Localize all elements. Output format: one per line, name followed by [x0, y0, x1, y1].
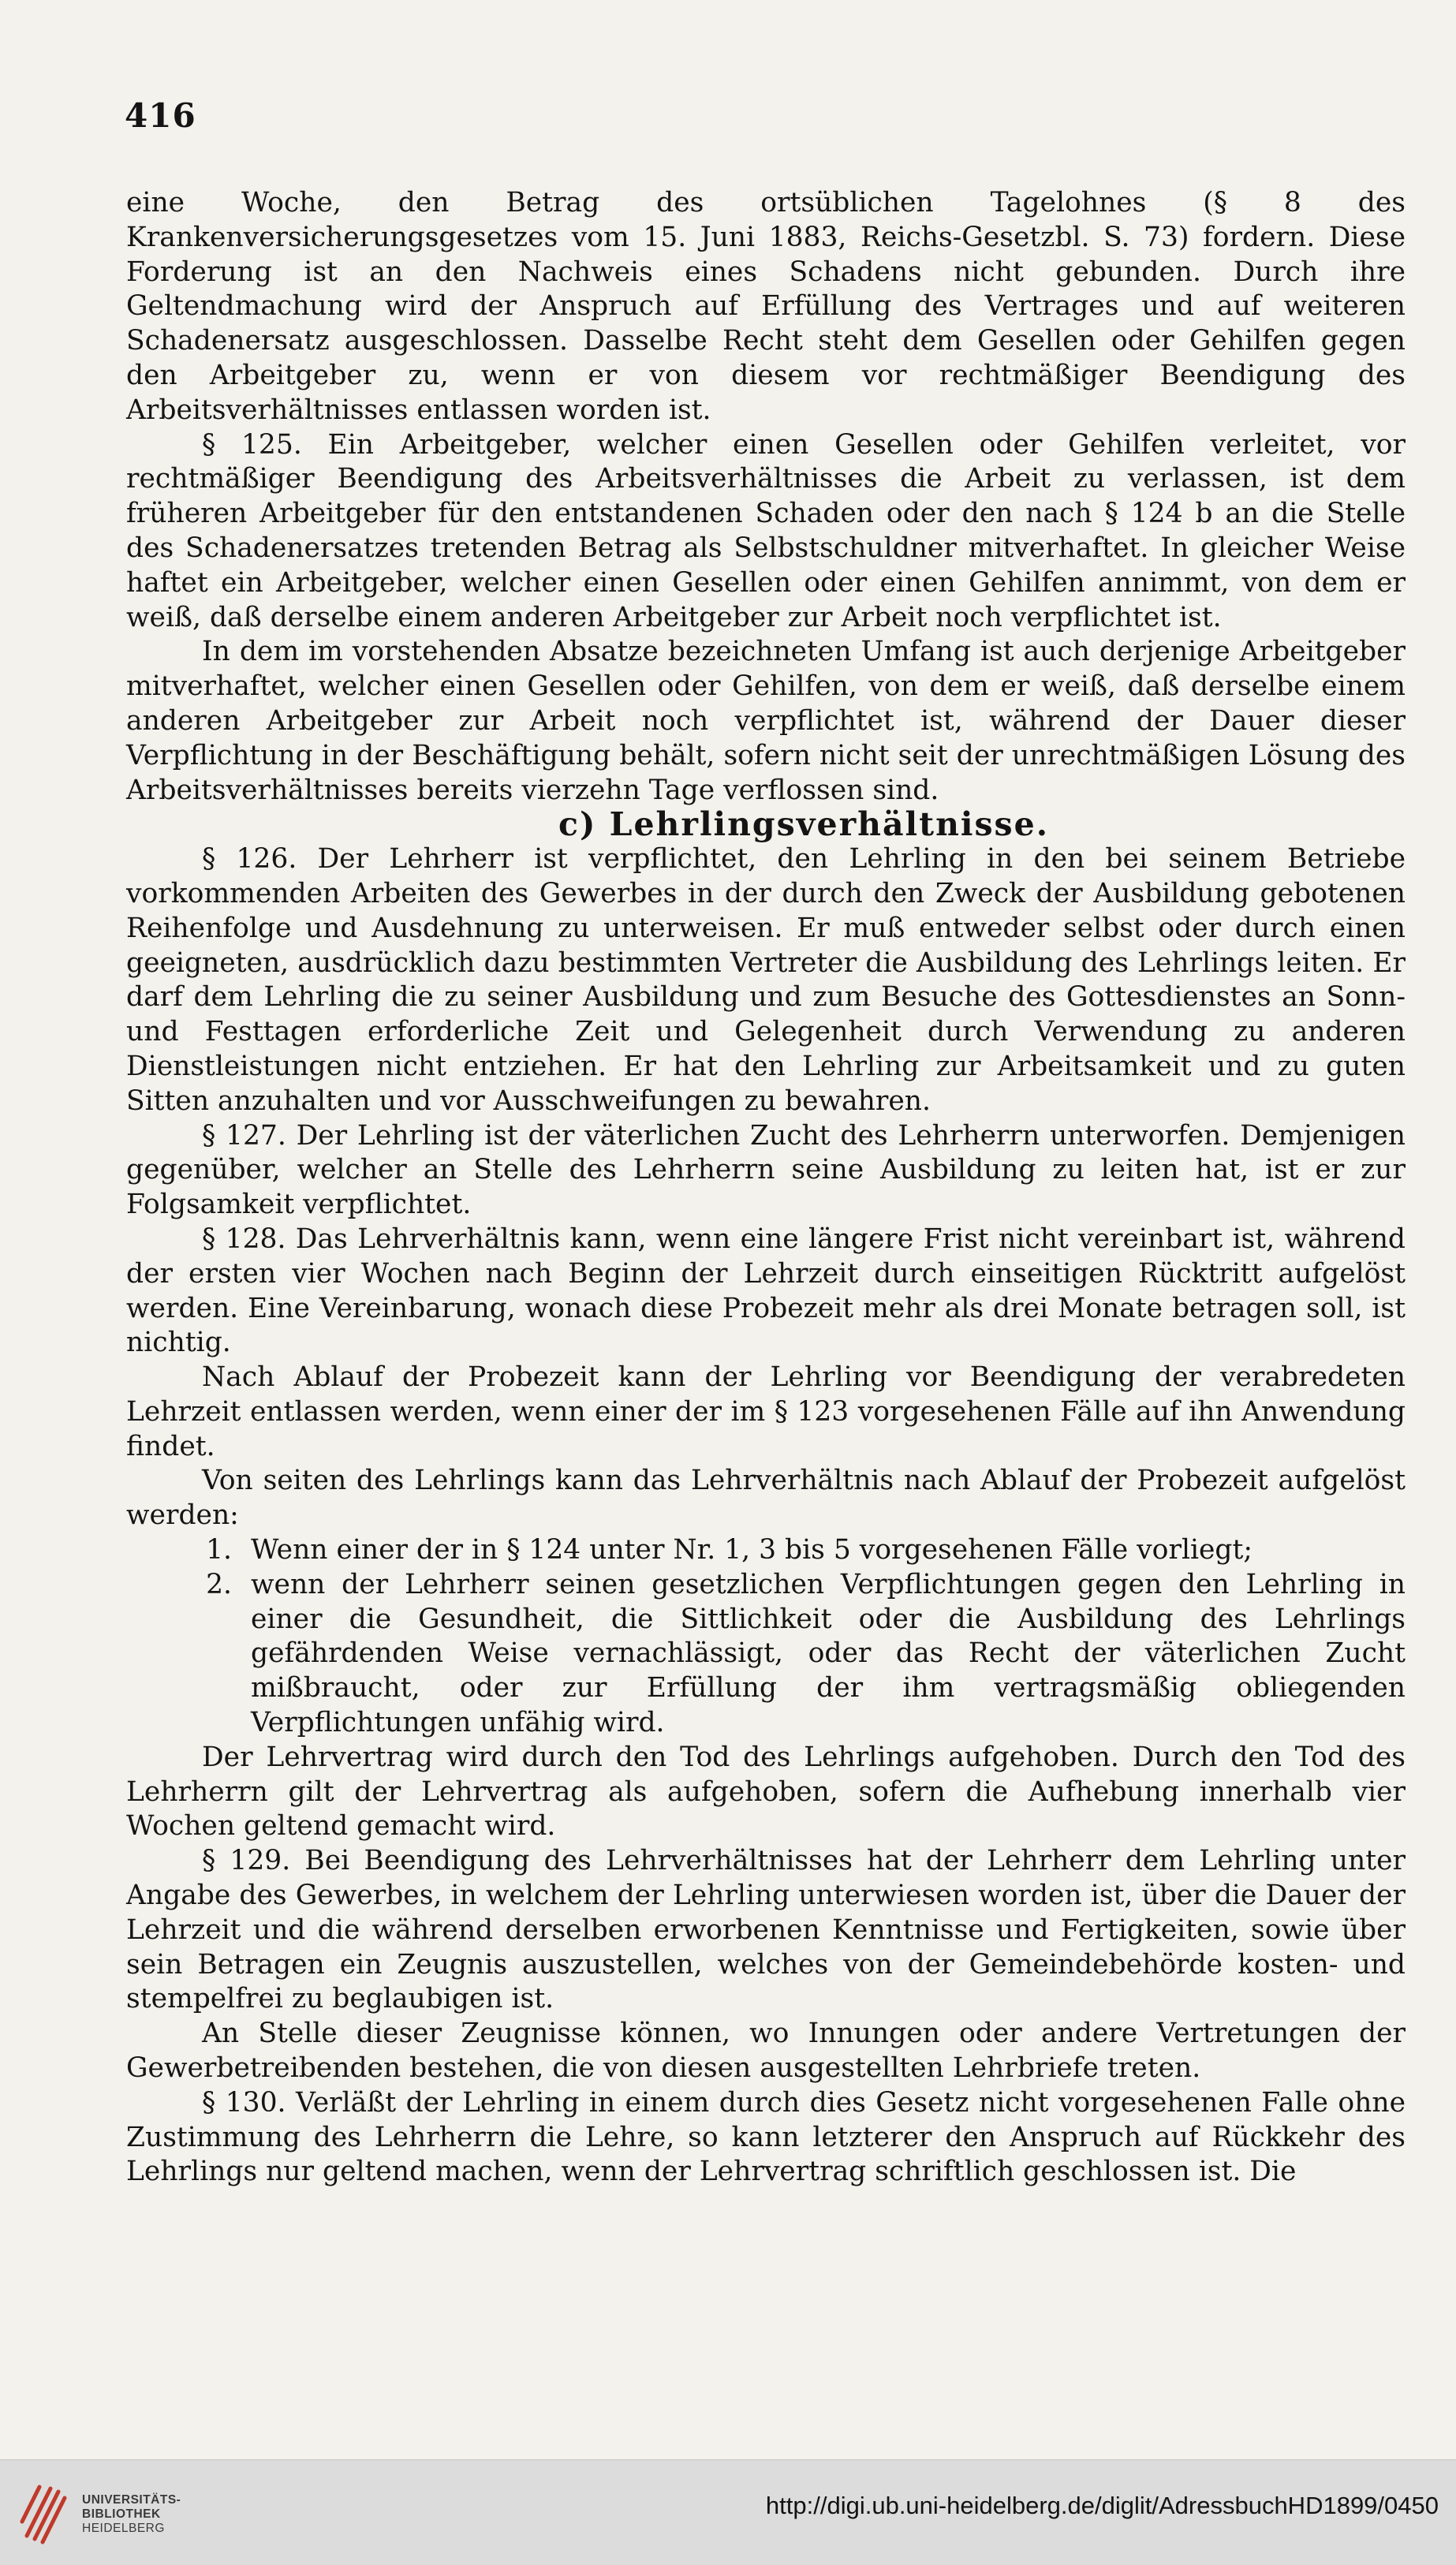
source-url-link[interactable]: http://digi.ub.uni-heidelberg.de/diglit/AdressbuchHD1899/0450	[765, 2492, 1439, 2519]
paragraph: Von seiten des Lehrlings kann das Lehrverhältnis nach Ablauf der Probezeit aufgelöst werden:	[126, 1465, 1406, 1532]
paragraph: eine Woche, den Betrag des ortsüblichen Tagelohnes (§ 8 des Krankenversicherungsgesetzes vom 15. Juni 1883, Reichs-Gesetzbl. S. 73) fordern. Diese Forderung ist an den Nachweis eines Schadens nicht gebunden. Durch ihre Geltendmachung wird der Anspruch auf Erfüllung des Vertrages und auf weiteren Schadenersatz ausgeschlossen. Dasselbe Recht steht dem Gesellen oder Gehilfen gegen den Arbeitgeber zu, wenn er von diesem vor rechtmäßiger Beendigung des Arbeitsverhältnisses entlassen worden ist.	[126, 187, 1406, 426]
paragraph: § 125. Ein Arbeitgeber, welcher einen Gesellen oder Gehilfen verleitet, vor rechtmäßiger Beendigung des Arbeitsverhältnisses die Arbeit zu verlassen, ist dem früheren Arbeitgeber für den entstandenen Schaden oder den nach § 124 b an die Stelle des Schadenersatzes tretenden Betrag als Selbstschuldner mitverhaftet. In gleicher Weise haftet ein Arbeitgeber, welcher einen Gesellen oder einen Gehilfen annimmt, von dem er weiß, daß derselbe einem anderen Arbeitgeber zur Arbeit noch verpflichtet ist.	[126, 428, 1406, 633]
library-name-line: BIBLIOTHEK	[82, 2507, 161, 2521]
library-name-line: HEIDELBERG	[82, 2522, 165, 2535]
list-item-text: wenn der Lehrherr seinen gesetzlichen Verpflichtungen gegen den Lehrling in einer die Gesundheit, die Sittlichkeit oder die Ausbildung des Lehrlings gefährdenden Weise vernachlässigt, oder das Recht der väterlichen Zucht mißbraucht, oder zur Erfüllung der ihm vertragsmäßig obliegenden Verpflichtungen unfähig wird.	[251, 1568, 1406, 1739]
list-item	[126, 1533, 1406, 1568]
paragraph: § 129. Bei Beendigung des Lehrverhältnisses hat der Lehrherr dem Lehrling unter Angabe des Gewerbes, in welchem der Lehrling unterwiesen worden ist, über die Dauer der Lehrzeit und die während derselben erworbenen Kenntnisse und Fertigkeiten, sowie über sein Betragen ein Zeugnis auszustellen, welches von der Gemeindebehörde kosten- und stempelfrei zu beglaubigen ist.	[126, 1845, 1406, 2015]
list-item-number: 1.	[206, 1534, 232, 1566]
paragraph: Nach Ablauf der Probezeit kann der Lehrling vor Beendigung der verabredeten Lehrzeit entlassen werden, wenn einer der im § 123 vorgesehenen Fälle auf ihn Anwendung findet.	[126, 1361, 1406, 1462]
digitization-footer	[0, 2459, 1456, 2565]
paragraph: § 126. Der Lehrherr ist verpflichtet, den Lehrling in den bei seinem Betriebe vorkommenden Arbeiten des Gewerbes in der durch den Zweck der Ausbildung gebotenen Reihenfolge und Ausdehnung zu unterweisen. Er muß entweder selbst oder durch einen geeigneten, ausdrücklich dazu bestimmten Vertreter die Ausbildung des Lehrlings leiten. Er darf dem Lehrling die zu seiner Ausbildung und zum Besuche des Gottesdienstes an Sonn- und Festtagen erforderliche Zeit und Gelegenheit durch Verwendung zu anderen Dienstleistungen nicht entziehen. Er hat den Lehrling zur Arbeitsamkeit und zu guten Sitten anzuhalten und vor Ausschweifungen zu bewahren.	[126, 843, 1406, 1117]
page-number: 416	[125, 96, 196, 135]
list-item	[126, 1568, 1406, 1741]
page-text	[126, 186, 1406, 2190]
paragraph: § 130. Verläßt der Lehrling in einem durch dies Gesetz nicht vorgesehenen Falle ohne Zustimmung des Lehrherrn die Lehre, so kann letzterer den Anspruch auf Rückkehr des Lehrlings nur geltend machen, wenn der Lehrvertrag schriftlich geschlossen ist. Die	[126, 2086, 1406, 2188]
paragraph: § 127. Der Lehrling ist der väterlichen Zucht des Lehrherrn unterworfen. Demjenigen gegenüber, welcher an Stelle des Lehrherrn seine Ausbildung zu leiten hat, ist er zur Folgsamkeit verpflichtet.	[126, 1119, 1406, 1221]
paragraph: In dem im vorstehenden Absatze bezeichneten Umfang ist auch derjenige Arbeitgeber mitverhaftet, welcher einen Gesellen oder Gehilfen, von dem er weiß, daß derselbe einem anderen Arbeitgeber zur Arbeit noch verpflichtet ist, während der Dauer dieser Verpflichtung in der Beschäftigung behält, sofern nicht seit der unrechtmäßigen Lösung des Arbeitsverhältnisses bereits vierzehn Tage verflossen sind.	[126, 636, 1406, 806]
library-name-line: UNIVERSITÄTS-	[82, 2493, 181, 2507]
section-heading: c) Lehrlingsverhältnisse.	[558, 805, 1049, 844]
paragraph: § 128. Das Lehrverhältnis kann, wenn eine längere Frist nicht vereinbart ist, während der ersten vier Wochen nach Beginn der Lehrzeit durch einseitigen Rücktritt aufgelöst werden. Eine Vereinbarung, wonach diese Probezeit mehr als drei Monate betragen soll, ist nichtig.	[126, 1223, 1406, 1359]
paragraph: Der Lehrvertrag wird durch den Tod des Lehrlings aufgehoben. Durch den Tod des Lehrherrn gilt der Lehrvertrag als aufgehoben, sofern die Aufhebung innerhalb vier Wochen geltend gemacht wird.	[126, 1741, 1406, 1843]
list-item-number: 2.	[206, 1568, 232, 1600]
ub-heidelberg-logo-icon[interactable]	[16, 2474, 91, 2550]
list-item-text: Wenn einer der in § 124 unter Nr. 1, 3 bis 5 vorgesehenen Fälle vorliegt;	[251, 1534, 1253, 1566]
paragraph: An Stelle dieser Zeugnisse können, wo Innungen oder andere Vertretungen der Gewerbetreibenden bestehen, die von diesen ausgestellten Lehrbriefe treten.	[126, 2018, 1406, 2085]
numbered-list	[126, 1533, 1406, 1741]
library-name[interactable]	[82, 2493, 181, 2536]
